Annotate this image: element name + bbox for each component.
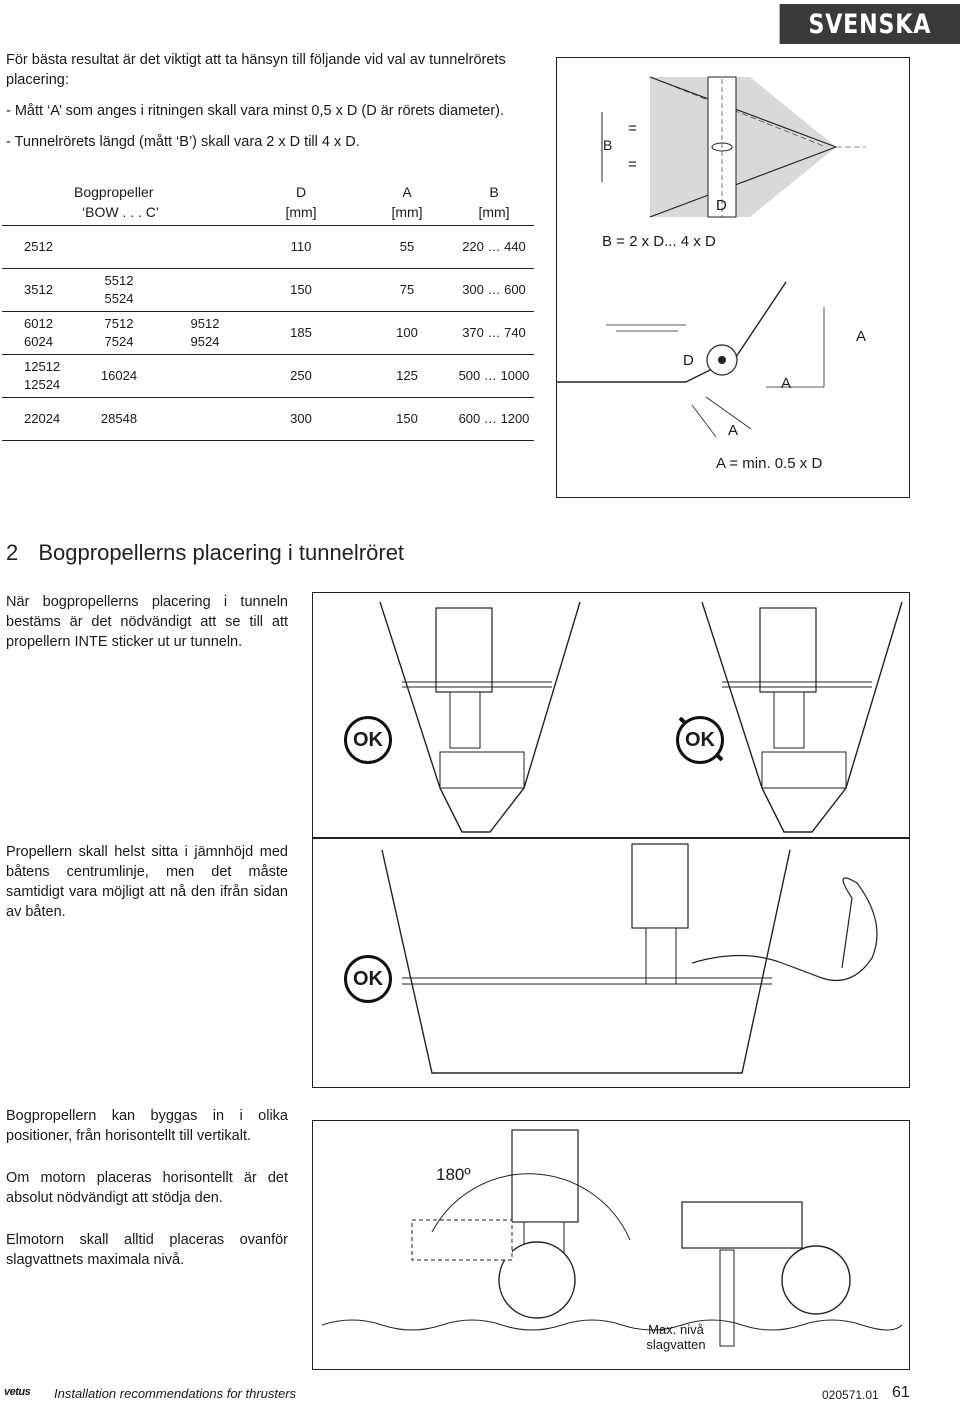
cell-model: 16024 — [100, 367, 138, 383]
table-row — [2, 268, 534, 311]
cell-model: 28548 — [100, 410, 138, 426]
cell-d: 150 — [290, 281, 312, 297]
cell-d: 110 — [290, 238, 312, 254]
footer-doc-title: Installation recommendations for thrusters — [54, 1386, 297, 1401]
label-equal-lower: = — [628, 156, 637, 173]
ok-symbol: OK — [344, 716, 392, 764]
label-equal-upper: = — [628, 120, 637, 137]
angle-label: 180º — [436, 1165, 471, 1184]
text-bilge-level: Elmotorn skall alltid placeras ovanför slagvattnets maximala nivå. — [6, 1232, 288, 1268]
cell-model: 9512 9524 — [190, 315, 220, 349]
header-d: D — [295, 184, 307, 201]
section-title: Bogpropellerns placering i tunnelröret — [38, 540, 405, 565]
header-model-code: ‘BOW . . . C’ — [82, 204, 159, 221]
cell-model — [168, 268, 242, 311]
cell-model: 7512 7524 — [104, 315, 134, 349]
orientation-illustration — [312, 1120, 910, 1370]
placement-illustration — [312, 592, 910, 838]
ok-symbol-reach: OK — [344, 955, 392, 1003]
cell-a: 55 — [399, 238, 415, 254]
table-row — [2, 354, 534, 397]
cell-b: 220 … 440 — [462, 238, 526, 254]
cell-b: 300 … 600 — [462, 281, 526, 297]
header-b-unit: [mm] — [478, 204, 510, 221]
label-d-side: D — [683, 352, 694, 369]
cell-b: 600 … 1200 — [458, 410, 530, 426]
bilge-level-label-line2: slagvatten — [646, 1337, 706, 1352]
section-number: 2 — [6, 540, 19, 565]
intro-bullet-a: - Mått ‘A’ som anges i ritningen skall vara minst 0,5 x D (D är rörets diameter). — [6, 103, 504, 119]
label-a-diagonal: A — [728, 422, 739, 439]
table-header-row — [2, 180, 534, 225]
intro-paragraph: För bästa resultat är det viktigt att ta hänsyn till följande vid val av tunnelrörets placering: — [6, 52, 506, 88]
cell-model: 5512 5524 — [104, 272, 134, 306]
formula-b: B = 2 x D... 4 x D — [602, 233, 716, 250]
cell-d: 185 — [290, 324, 312, 340]
cell-model — [168, 397, 242, 440]
spec-table — [2, 180, 534, 441]
footer-doc-code: 020571.01 — [822, 1388, 879, 1402]
cell-model: 3512 — [24, 281, 53, 297]
bilge-level-label-line1: Max. nivå — [648, 1322, 704, 1337]
header-model: Bogpropeller — [74, 184, 154, 201]
cell-b: 500 … 1000 — [458, 367, 530, 383]
cell-model: 6012 6024 — [24, 315, 53, 349]
label-a-right: A — [856, 328, 867, 345]
text-support-horizontal: Om motorn placeras horisontellt är det absolut nödvändigt att stödja den. — [6, 1170, 288, 1206]
header-b: B — [489, 184, 499, 201]
header-d-unit: [mm] — [285, 204, 317, 221]
table-row — [2, 397, 534, 440]
cell-model — [168, 225, 242, 268]
text-positions: Bogpropellern kan byggas in i olika positioner, från horisontellt till vertikalt. — [6, 1108, 288, 1144]
label-a-bottom: A — [781, 375, 792, 392]
formula-a: A = min. 0.5 x D — [716, 455, 823, 472]
cell-d: 300 — [290, 410, 312, 426]
cell-model — [70, 225, 168, 268]
label-b: B — [603, 137, 613, 153]
header-a: A — [402, 184, 412, 201]
label-d-top: D — [716, 197, 727, 214]
intro-text — [6, 50, 546, 163]
table-row — [2, 311, 534, 354]
cell-model: 2512 — [24, 238, 53, 254]
cell-d: 250 — [290, 367, 312, 383]
cell-a: 75 — [399, 281, 415, 297]
header-a-unit: [mm] — [391, 204, 423, 221]
cell-a: 125 — [396, 367, 418, 383]
bilge-level-label — [638, 1322, 714, 1352]
cell-b: 370 … 740 — [462, 324, 526, 340]
text-propeller-height: Propellern skall helst sitta i jämnhöjd med båtens centrumlinje, men det måste samtidigt vara möjligt att nå den ifrån sidan av båten. — [6, 844, 288, 920]
section-heading — [6, 540, 404, 566]
cell-a: 150 — [396, 410, 418, 426]
footer-logo: vetus — [4, 1386, 31, 1398]
page-number: 61 — [892, 1384, 910, 1401]
intro-bullet-b: - Tunnelrörets längd (mått ‘B’) skall vara 2 x D till 4 x D. — [6, 134, 360, 150]
reach-illustration — [312, 838, 910, 1088]
cell-a: 100 — [396, 324, 418, 340]
cell-model: 22024 — [24, 410, 61, 426]
cell-model: 12512 12524 — [24, 358, 61, 392]
not-ok-symbol: OK — [676, 716, 724, 764]
table-row — [2, 225, 534, 268]
cell-model — [168, 354, 242, 397]
text-tunnel-placement: När bogpropellerns placering i tunneln bestäms är det nödvändigt att se till att propellern INTE sticker ut ur tunneln. — [6, 594, 288, 650]
language-tab: SVENSKA — [780, 4, 960, 44]
